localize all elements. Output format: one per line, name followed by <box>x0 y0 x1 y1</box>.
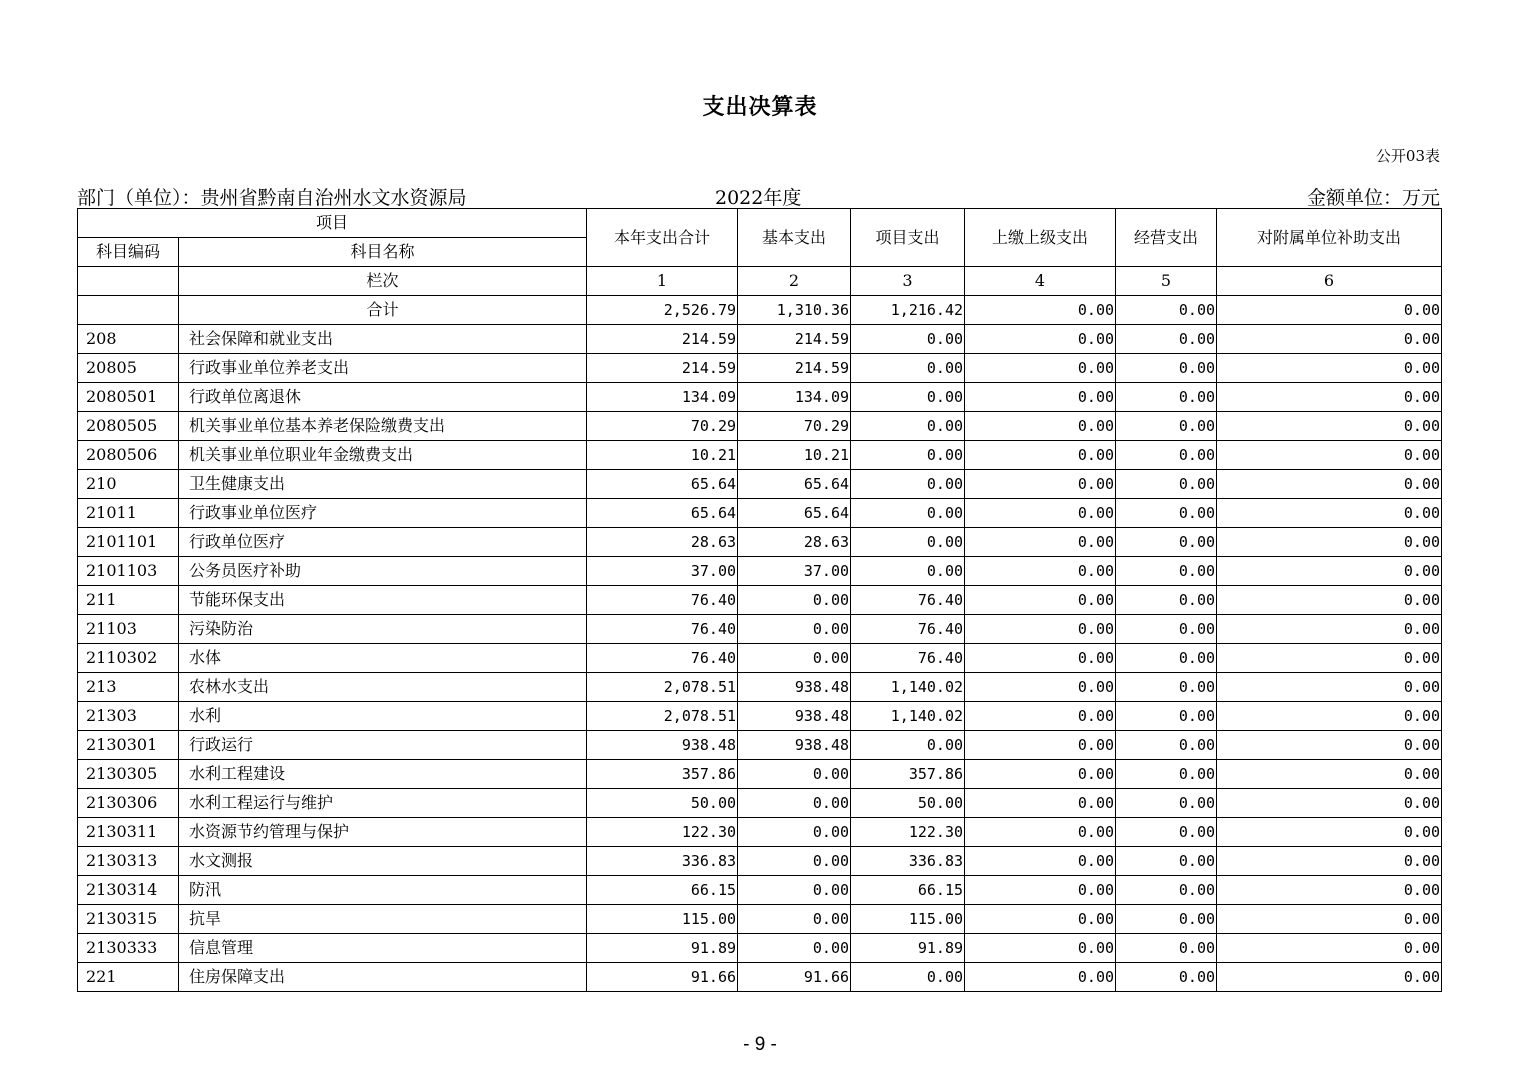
table-row <box>78 557 1442 586</box>
amount-cell: 0.00 <box>1116 644 1217 673</box>
amount-cell: 134.09 <box>738 383 851 412</box>
table-row <box>78 673 1442 702</box>
subject-code: 2101101 <box>78 528 179 557</box>
amount-cell: 0.00 <box>1217 470 1442 499</box>
amount-cell: 0.00 <box>1116 963 1217 992</box>
amount-cell: 0.00 <box>1116 557 1217 586</box>
amount-cell: 0.00 <box>851 731 965 760</box>
total-value: 1,310.36 <box>738 296 851 325</box>
subject-code: 2130313 <box>78 847 179 876</box>
table-row <box>78 615 1442 644</box>
table-row <box>78 731 1442 760</box>
amount-cell: 0.00 <box>1116 818 1217 847</box>
item-header: 项目 <box>78 209 587 238</box>
subject-name: 节能环保支出 <box>179 586 587 615</box>
amount-cell: 0.00 <box>965 847 1116 876</box>
amount-cell: 0.00 <box>738 847 851 876</box>
amount-cell: 0.00 <box>738 586 851 615</box>
subject-name: 公务员医疗补助 <box>179 557 587 586</box>
amount-cell: 0.00 <box>965 760 1116 789</box>
amount-cell: 0.00 <box>1217 412 1442 441</box>
subject-name: 信息管理 <box>179 934 587 963</box>
amount-cell: 65.64 <box>738 499 851 528</box>
department-label: 部门（单位）：贵州省黔南自治州水文水资源局 <box>77 187 467 209</box>
amount-cell: 0.00 <box>1217 441 1442 470</box>
amount-cell: 91.89 <box>587 934 738 963</box>
subject-code: 21303 <box>78 702 179 731</box>
subject-code: 2110302 <box>78 644 179 673</box>
subject-name: 防汛 <box>179 876 587 905</box>
amount-cell: 0.00 <box>1116 354 1217 383</box>
subject-name: 机关事业单位基本养老保险缴费支出 <box>179 412 587 441</box>
amount-cell: 0.00 <box>965 528 1116 557</box>
amount-cell: 0.00 <box>1116 412 1217 441</box>
amount-cell: 0.00 <box>738 644 851 673</box>
table-row <box>78 354 1442 383</box>
amount-cell: 0.00 <box>1116 673 1217 702</box>
subject-name: 住房保障支出 <box>179 963 587 992</box>
amount-cell: 0.00 <box>851 325 965 354</box>
header-row-1 <box>78 209 1442 238</box>
amount-cell: 2,078.51 <box>587 702 738 731</box>
amount-cell: 76.40 <box>851 615 965 644</box>
amount-unit: 金额单位：万元 <box>1306 187 1440 209</box>
amount-cell: 91.66 <box>738 963 851 992</box>
subject-code: 20805 <box>78 354 179 383</box>
col-number: 1 <box>587 267 738 296</box>
table-row <box>78 441 1442 470</box>
subject-name: 卫生健康支出 <box>179 470 587 499</box>
amount-cell: 0.00 <box>1217 876 1442 905</box>
amount-cell: 0.00 <box>1116 876 1217 905</box>
table-row <box>78 760 1442 789</box>
table-row <box>78 789 1442 818</box>
amount-cell: 214.59 <box>587 325 738 354</box>
page-title: 支出决算表 <box>702 94 818 120</box>
table-row <box>78 325 1442 354</box>
amount-cell: 0.00 <box>1217 673 1442 702</box>
form-number: 公开03表 <box>1375 147 1440 165</box>
amount-cell: 0.00 <box>965 383 1116 412</box>
amount-cell: 0.00 <box>1116 731 1217 760</box>
table-row <box>78 963 1442 992</box>
amount-cell: 0.00 <box>1217 499 1442 528</box>
col-header: 上缴上级支出 <box>965 209 1116 267</box>
amount-cell: 28.63 <box>738 528 851 557</box>
subject-code: 2130305 <box>78 760 179 789</box>
subject-name: 水利工程建设 <box>179 760 587 789</box>
subject-code: 21103 <box>78 615 179 644</box>
col-header: 本年支出合计 <box>587 209 738 267</box>
subject-name: 水利工程运行与维护 <box>179 789 587 818</box>
amount-cell: 0.00 <box>965 789 1116 818</box>
amount-cell: 0.00 <box>1217 644 1442 673</box>
amount-cell: 0.00 <box>738 789 851 818</box>
amount-cell: 0.00 <box>1217 325 1442 354</box>
col-number: 4 <box>965 267 1116 296</box>
amount-cell: 0.00 <box>965 963 1116 992</box>
amount-cell: 10.21 <box>587 441 738 470</box>
amount-cell: 76.40 <box>587 586 738 615</box>
amount-cell: 0.00 <box>738 818 851 847</box>
table-row <box>78 876 1442 905</box>
amount-cell: 0.00 <box>1217 818 1442 847</box>
amount-cell: 0.00 <box>1217 557 1442 586</box>
amount-cell: 0.00 <box>965 499 1116 528</box>
amount-cell: 0.00 <box>965 702 1116 731</box>
subject-code: 208 <box>78 325 179 354</box>
page-number: - 9 - <box>743 1034 777 1055</box>
amount-cell: 115.00 <box>587 905 738 934</box>
amount-cell: 0.00 <box>965 412 1116 441</box>
amount-cell: 214.59 <box>738 354 851 383</box>
col-header: 经营支出 <box>1116 209 1217 267</box>
col-number: 2 <box>738 267 851 296</box>
table-row <box>78 586 1442 615</box>
amount-cell: 76.40 <box>587 644 738 673</box>
amount-cell: 0.00 <box>1116 702 1217 731</box>
subject-code: 2080505 <box>78 412 179 441</box>
table-row <box>78 470 1442 499</box>
subject-code: 2130311 <box>78 818 179 847</box>
amount-cell: 0.00 <box>965 731 1116 760</box>
amount-cell: 0.00 <box>738 905 851 934</box>
amount-cell: 0.00 <box>965 644 1116 673</box>
total-row <box>78 296 1442 325</box>
amount-cell: 0.00 <box>851 528 965 557</box>
amount-cell: 10.21 <box>738 441 851 470</box>
amount-cell: 0.00 <box>965 818 1116 847</box>
amount-cell: 0.00 <box>1116 383 1217 412</box>
amount-cell: 65.64 <box>738 470 851 499</box>
amount-cell: 0.00 <box>1116 470 1217 499</box>
total-value: 1,216.42 <box>851 296 965 325</box>
subject-code: 2080506 <box>78 441 179 470</box>
amount-cell: 938.48 <box>738 673 851 702</box>
amount-cell: 0.00 <box>965 586 1116 615</box>
subject-code: 2080501 <box>78 383 179 412</box>
subject-name: 社会保障和就业支出 <box>179 325 587 354</box>
total-value: 0.00 <box>1116 296 1217 325</box>
amount-cell: 0.00 <box>1217 760 1442 789</box>
subject-code: 2130301 <box>78 731 179 760</box>
amount-cell: 122.30 <box>587 818 738 847</box>
amount-cell: 0.00 <box>1217 789 1442 818</box>
amount-cell: 938.48 <box>738 731 851 760</box>
subject-code: 2101103 <box>78 557 179 586</box>
amount-cell: 0.00 <box>965 470 1116 499</box>
amount-cell: 214.59 <box>738 325 851 354</box>
amount-cell: 357.86 <box>851 760 965 789</box>
amount-cell: 0.00 <box>738 934 851 963</box>
amount-cell: 0.00 <box>1116 847 1217 876</box>
amount-cell: 336.83 <box>587 847 738 876</box>
amount-cell: 0.00 <box>1217 586 1442 615</box>
subject-name: 行政事业单位养老支出 <box>179 354 587 383</box>
amount-cell: 214.59 <box>587 354 738 383</box>
amount-cell: 76.40 <box>851 586 965 615</box>
table-row <box>78 905 1442 934</box>
amount-cell: 37.00 <box>587 557 738 586</box>
amount-cell: 0.00 <box>1116 934 1217 963</box>
amount-cell: 70.29 <box>587 412 738 441</box>
amount-cell: 0.00 <box>965 615 1116 644</box>
amount-cell: 938.48 <box>738 702 851 731</box>
amount-cell: 0.00 <box>851 470 965 499</box>
subject-name: 机关事业单位职业年金缴费支出 <box>179 441 587 470</box>
amount-cell: 0.00 <box>1116 499 1217 528</box>
amount-cell: 0.00 <box>851 354 965 383</box>
amount-cell: 0.00 <box>1217 354 1442 383</box>
amount-cell: 938.48 <box>587 731 738 760</box>
total-value: 0.00 <box>965 296 1116 325</box>
amount-cell: 0.00 <box>1116 586 1217 615</box>
amount-cell: 0.00 <box>1217 934 1442 963</box>
subject-code: 2130315 <box>78 905 179 934</box>
amount-cell: 115.00 <box>851 905 965 934</box>
amount-cell: 0.00 <box>738 760 851 789</box>
subject-code: 210 <box>78 470 179 499</box>
subject-code: 221 <box>78 963 179 992</box>
amount-cell: 0.00 <box>1116 615 1217 644</box>
amount-cell: 0.00 <box>1116 528 1217 557</box>
amount-cell: 70.29 <box>738 412 851 441</box>
amount-cell: 0.00 <box>965 441 1116 470</box>
total-value: 0.00 <box>1217 296 1442 325</box>
col-number: 6 <box>1217 267 1442 296</box>
amount-cell: 0.00 <box>965 557 1116 586</box>
amount-cell: 0.00 <box>1116 441 1217 470</box>
amount-cell: 76.40 <box>587 615 738 644</box>
amount-cell: 0.00 <box>965 934 1116 963</box>
amount-cell: 0.00 <box>1217 731 1442 760</box>
amount-cell: 0.00 <box>851 963 965 992</box>
amount-cell: 66.15 <box>587 876 738 905</box>
table-row <box>78 412 1442 441</box>
col-header: 对附属单位补助支出 <box>1217 209 1442 267</box>
empty-cell <box>78 296 179 325</box>
amount-cell: 0.00 <box>965 876 1116 905</box>
amount-cell: 0.00 <box>851 383 965 412</box>
subject-name: 污染防治 <box>179 615 587 644</box>
amount-cell: 65.64 <box>587 470 738 499</box>
table-row <box>78 934 1442 963</box>
subject-code: 211 <box>78 586 179 615</box>
amount-cell: 76.40 <box>851 644 965 673</box>
empty-cell <box>78 267 179 296</box>
amount-cell: 0.00 <box>965 673 1116 702</box>
code-header: 科目编码 <box>78 238 179 267</box>
amount-cell: 0.00 <box>738 876 851 905</box>
amount-cell: 0.00 <box>1217 383 1442 412</box>
subject-code: 2130306 <box>78 789 179 818</box>
col-index-label: 栏次 <box>179 267 587 296</box>
col-number: 3 <box>851 267 965 296</box>
name-header: 科目名称 <box>179 238 587 267</box>
subject-name: 行政事业单位医疗 <box>179 499 587 528</box>
amount-cell: 91.66 <box>587 963 738 992</box>
table-row <box>78 383 1442 412</box>
col-number: 5 <box>1116 267 1217 296</box>
amount-cell: 0.00 <box>851 441 965 470</box>
subject-name: 水资源节约管理与保护 <box>179 818 587 847</box>
table-row <box>78 499 1442 528</box>
amount-cell: 65.64 <box>587 499 738 528</box>
amount-cell: 91.89 <box>851 934 965 963</box>
subject-name: 水利 <box>179 702 587 731</box>
amount-cell: 0.00 <box>851 412 965 441</box>
table-row <box>78 847 1442 876</box>
subject-code: 2130333 <box>78 934 179 963</box>
amount-cell: 50.00 <box>587 789 738 818</box>
column-index-row <box>78 267 1442 296</box>
amount-cell: 0.00 <box>1116 905 1217 934</box>
amount-cell: 336.83 <box>851 847 965 876</box>
table-row <box>78 528 1442 557</box>
col-header: 基本支出 <box>738 209 851 267</box>
amount-cell: 2,078.51 <box>587 673 738 702</box>
total-label: 合计 <box>179 296 587 325</box>
subject-code: 2130314 <box>78 876 179 905</box>
amount-cell: 0.00 <box>1116 789 1217 818</box>
subject-name: 农林水支出 <box>179 673 587 702</box>
subject-code: 21011 <box>78 499 179 528</box>
amount-cell: 0.00 <box>1217 615 1442 644</box>
col-header: 项目支出 <box>851 209 965 267</box>
subject-name: 行政单位离退休 <box>179 383 587 412</box>
subject-name: 抗旱 <box>179 905 587 934</box>
amount-cell: 134.09 <box>587 383 738 412</box>
amount-cell: 0.00 <box>851 557 965 586</box>
table-row <box>78 818 1442 847</box>
amount-cell: 0.00 <box>1116 760 1217 789</box>
amount-cell: 0.00 <box>1217 905 1442 934</box>
amount-cell: 28.63 <box>587 528 738 557</box>
amount-cell: 1,140.02 <box>851 673 965 702</box>
subject-name: 行政单位医疗 <box>179 528 587 557</box>
amount-cell: 1,140.02 <box>851 702 965 731</box>
amount-cell: 0.00 <box>1217 702 1442 731</box>
amount-cell: 0.00 <box>738 615 851 644</box>
amount-cell: 0.00 <box>851 499 965 528</box>
subject-name: 行政运行 <box>179 731 587 760</box>
amount-cell: 66.15 <box>851 876 965 905</box>
table-row <box>78 702 1442 731</box>
amount-cell: 0.00 <box>965 325 1116 354</box>
amount-cell: 122.30 <box>851 818 965 847</box>
amount-cell: 50.00 <box>851 789 965 818</box>
total-value: 2,526.79 <box>587 296 738 325</box>
amount-cell: 0.00 <box>1217 847 1442 876</box>
fiscal-year: 2022年度 <box>715 187 802 209</box>
subject-code: 213 <box>78 673 179 702</box>
amount-cell: 0.00 <box>965 354 1116 383</box>
amount-cell: 0.00 <box>1116 325 1217 354</box>
amount-cell: 0.00 <box>1217 528 1442 557</box>
expenditure-table <box>77 208 1442 992</box>
amount-cell: 0.00 <box>965 905 1116 934</box>
subject-name: 水文测报 <box>179 847 587 876</box>
subject-name: 水体 <box>179 644 587 673</box>
table-row <box>78 644 1442 673</box>
amount-cell: 0.00 <box>1217 963 1442 992</box>
amount-cell: 37.00 <box>738 557 851 586</box>
amount-cell: 357.86 <box>587 760 738 789</box>
